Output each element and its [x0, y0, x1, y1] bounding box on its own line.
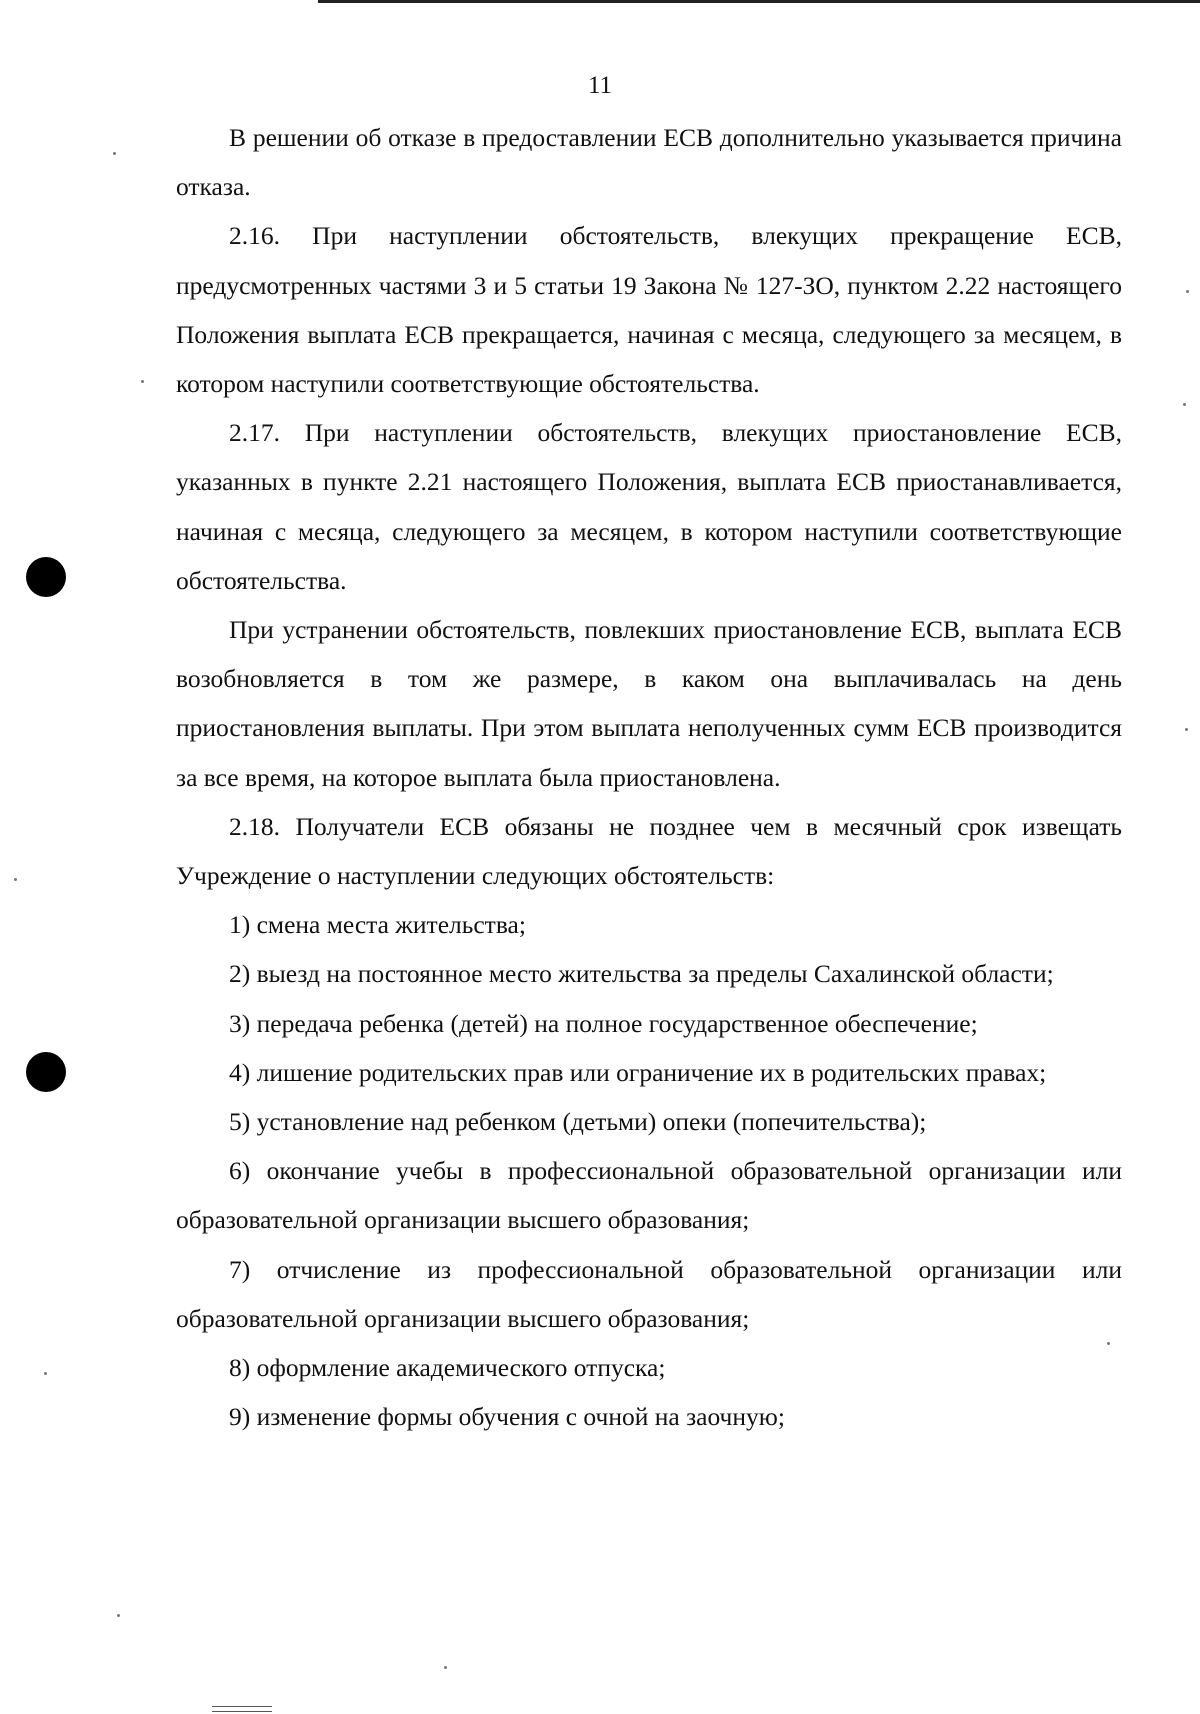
paragraph-resumption: При устранении обстоятельств, повлекших приостановление ЕСВ, выплата ЕСВ возобновляется в том же размере, в каком она выплачивалась на день приостановления выплаты. При этом выплата неполученных сумм ЕСВ производится за все время, на которое выплата была приостановлена.: [176, 615, 1122, 792]
punch-hole-lower: [26, 1052, 66, 1092]
top-rule: [318, 0, 1200, 3]
document-body: [176, 113, 1122, 1441]
list-item-3: 3) передача ребенка (детей) на полное государственное обеспечение;: [229, 1008, 978, 1038]
list-item-5: 5) установление над ребенком (детьми) опеки (попечительства);: [229, 1107, 927, 1137]
paragraph-2-17: 2.17. При наступлении обстоятельств, влекущих приостановление ЕСВ, указанных в пункте 2.21 настоящего Положения, выплата ЕСВ приостанавливается, начиная с месяца, следующего за месяцем, в котором наступили соответствующие обстоятельства.: [176, 418, 1122, 595]
scan-speck: [1183, 403, 1186, 406]
paragraph-refusal-reason: В решении об отказе в предоставлении ЕСВ дополнительно указывается причина отказа.: [176, 123, 1122, 202]
scan-speck: [1186, 290, 1189, 293]
list-item-7: 7) отчисление из профессиональной образовательной организации или образовательной организации высшего образования;: [176, 1254, 1122, 1333]
scan-speck: [44, 1372, 47, 1375]
punch-hole-upper: [26, 557, 66, 597]
scan-speck: [141, 380, 144, 383]
list-item-8: 8) оформление академического отпуска;: [229, 1353, 666, 1383]
scan-speck: [113, 152, 116, 155]
list-item-1: 1) смена места жительства;: [229, 910, 526, 940]
scan-speck: [1185, 728, 1188, 731]
paragraph-2-16: 2.16. При наступлении обстоятельств, влекущих прекращение ЕСВ, предусмотренных частями 3 и 5 статьи 19 Закона № 127-ЗО, пунктом 2.22 настоящего Положения выплата ЕСВ прекращается, начиная с месяца, следующего за месяцем, в котором наступили соответствующие обстоятельства.: [176, 221, 1122, 399]
list-item-4: 4) лишение родительских прав или ограничение их в родительских правах;: [229, 1057, 1047, 1087]
scan-speck: [14, 878, 17, 881]
scan-speck: [444, 1666, 447, 1669]
paragraph-2-18: 2.18. Получатели ЕСВ обязаны не позднее чем в месячный срок извещать Учреждение о наступлении следующих обстоятельств:: [176, 811, 1122, 891]
list-item-2: 2) выезд на постоянное место жительства за пределы Сахалинской области;: [229, 959, 1054, 989]
scan-speck: [117, 1614, 120, 1617]
bottom-rule: [212, 1706, 272, 1712]
list-item-6: 6) окончание учебы в профессиональной образовательной организации или образовательной организации высшего образования;: [176, 1156, 1122, 1235]
list-item-9: 9) изменение формы обучения с очной на заочную;: [229, 1402, 785, 1432]
page-number: 11: [587, 72, 613, 99]
